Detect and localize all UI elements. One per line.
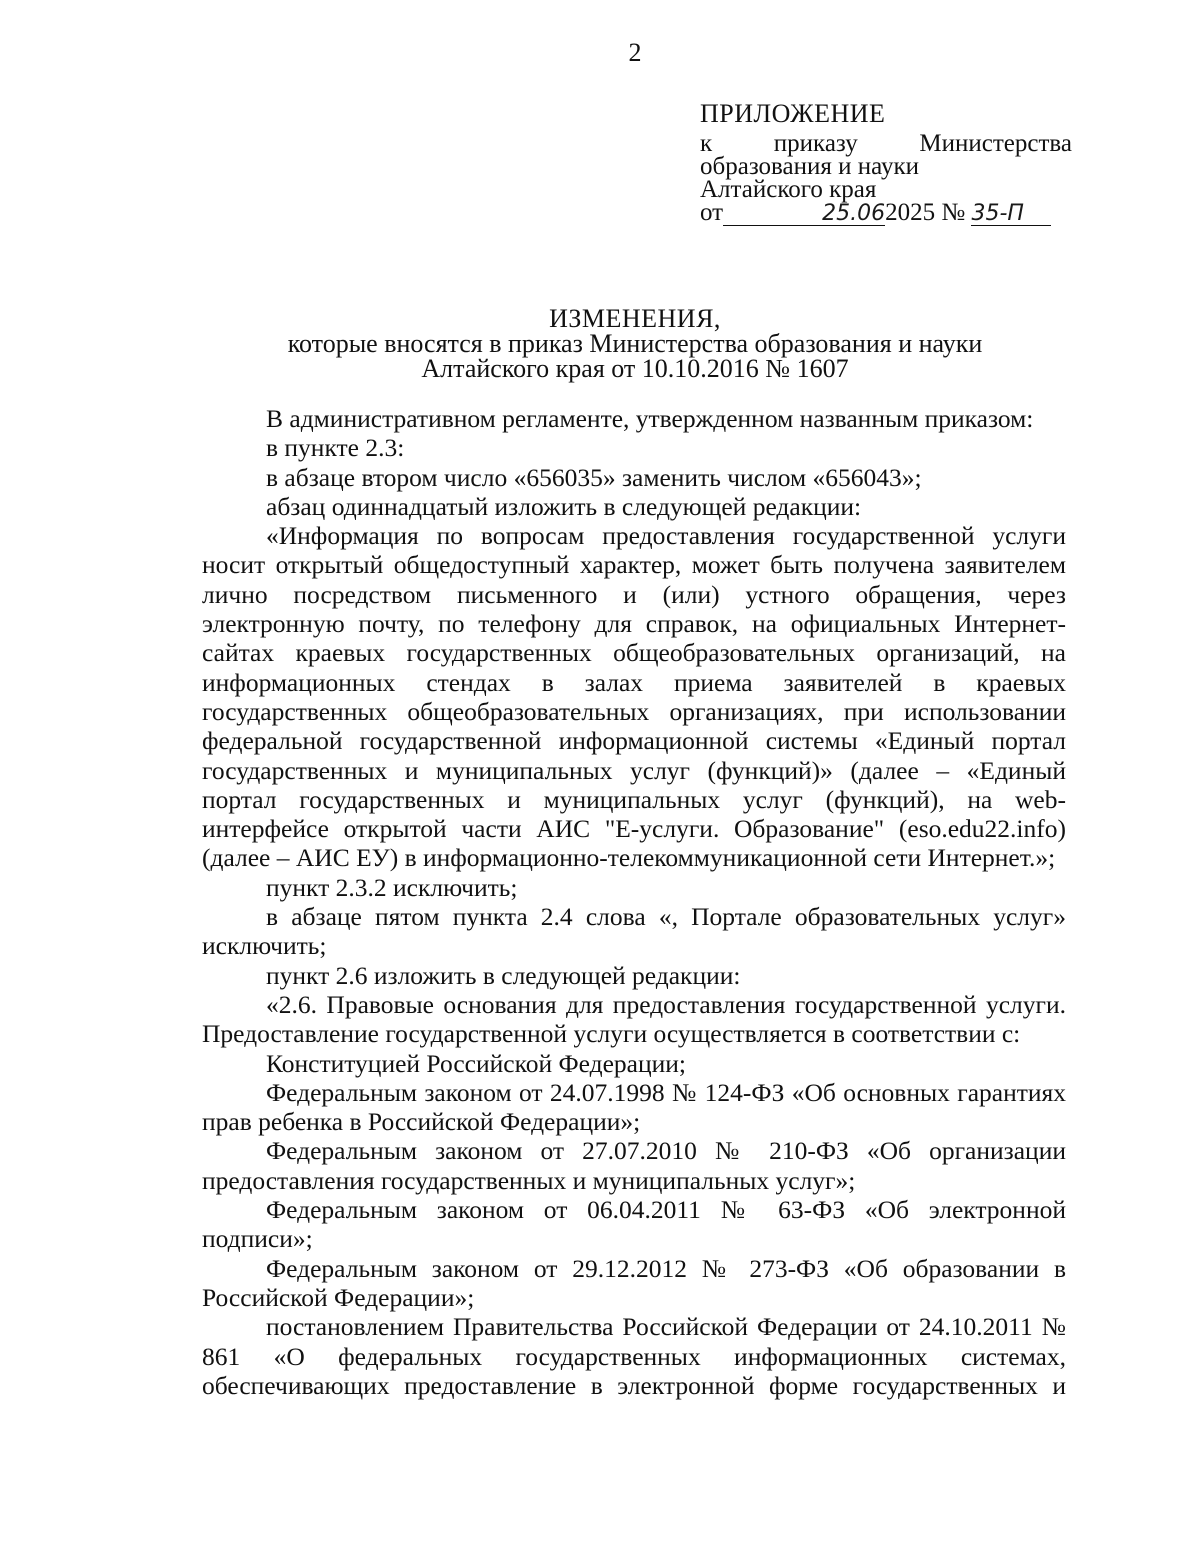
appendix-title: ПРИЛОЖЕНИЕ xyxy=(700,99,886,128)
appendix-line-1 xyxy=(700,132,1072,155)
paragraph: Федеральным законом от 24.07.1998 № 124-ФЗ «Об основных гарантиях прав ребенка в Российской Федерации»; xyxy=(202,1077,1066,1137)
paragraph: В административном регламенте, утвержденном названным приказом: xyxy=(266,404,1034,433)
appendix-word: Министерства xyxy=(919,130,1072,157)
date-prefix: от xyxy=(700,199,724,226)
appendix-line-3: Алтайского края xyxy=(700,176,877,203)
document-body xyxy=(202,404,1066,1400)
paragraph: в абзаце втором число «656035» заменить числом «656043»; xyxy=(266,462,922,492)
appendix-date-line xyxy=(700,201,1072,226)
appendix-word: к xyxy=(700,130,713,157)
paragraph: абзац одиннадцатый изложить в следующей редакции: xyxy=(266,491,862,521)
number-underline xyxy=(971,201,1051,226)
heading-title: ИЗМЕНЕНИЯ, xyxy=(549,304,721,333)
date-underline xyxy=(723,201,885,226)
document-heading xyxy=(200,306,1070,381)
handwritten-number: 35-П xyxy=(971,201,1024,226)
paragraph: «Информация по вопросам предоставления государственной услуги носит открытый общедоступный характер, может быть получена заявителем лично посредством письменного и (или) устного обращения, через электронную почту, по телефону для справок, на официальных Интернет-сайтах краевых государственных общеобразовательных организаций, на информационных стендах в залах приема заявителей в краевых государственных общеобразовательных организациях, при использовании федеральной государственной информационной системы «Единый портал государственных и муниципальных услуг (функций)» (далее – «Единый портал государственных и муниципальных услуг (функций), на web-интерфейсе открытой части АИС "Е-услуги. Образование" (eso.edu22.info) (далее – АИС ЕУ) в информационно-телекоммуникационной сети Интернет.»; xyxy=(202,521,1066,873)
appendix-line-2: образования и науки xyxy=(700,153,919,180)
appendix-word: приказу xyxy=(773,130,858,157)
page-number: 2 xyxy=(628,38,642,67)
handwritten-date: 25.06 xyxy=(822,201,886,226)
paragraph: в абзаце пятом пункта 2.4 слова «, Портале образовательных услуг» исключить; xyxy=(202,902,1066,961)
paragraph: Федеральным законом от 29.12.2012 № 273-ФЗ «Об образовании в Российской Федерации»; xyxy=(202,1253,1066,1312)
paragraph: в пункте 2.3: xyxy=(266,433,405,463)
paragraph: Конституцией Российской Федерации; xyxy=(266,1048,686,1078)
paragraph: пункт 2.3.2 исключить; xyxy=(266,872,518,902)
appendix-block xyxy=(700,99,1072,226)
heading-line-1: которые вносятся в приказ Министерства образования и науки xyxy=(287,329,983,358)
paragraph: Федеральным законом от 06.04.2011 № 63-ФЗ «Об электронной подписи»; xyxy=(202,1195,1066,1254)
paragraph: «2.6. Правовые основания для предоставления государственной услуги. Предоставление государственной услуги осуществляется в соответствии с: xyxy=(202,989,1066,1049)
paragraph: пункт 2.6 изложить в следующей редакции: xyxy=(266,960,741,990)
paragraph: постановлением Правительства Российской Федерации от 24.10.2011 № 861 «О федеральных государственных информационных системах, обеспечивающих предоставление в электронной форме государственных и xyxy=(202,1312,1066,1400)
heading-line-2: Алтайского края от 10.10.2016 № 1607 xyxy=(421,354,849,383)
date-year: 2025 № xyxy=(885,199,966,226)
paragraph: Федеральным законом от 27.07.2010 № 210-ФЗ «Об организации предоставления государственных и муниципальных услуг»; xyxy=(202,1136,1066,1195)
